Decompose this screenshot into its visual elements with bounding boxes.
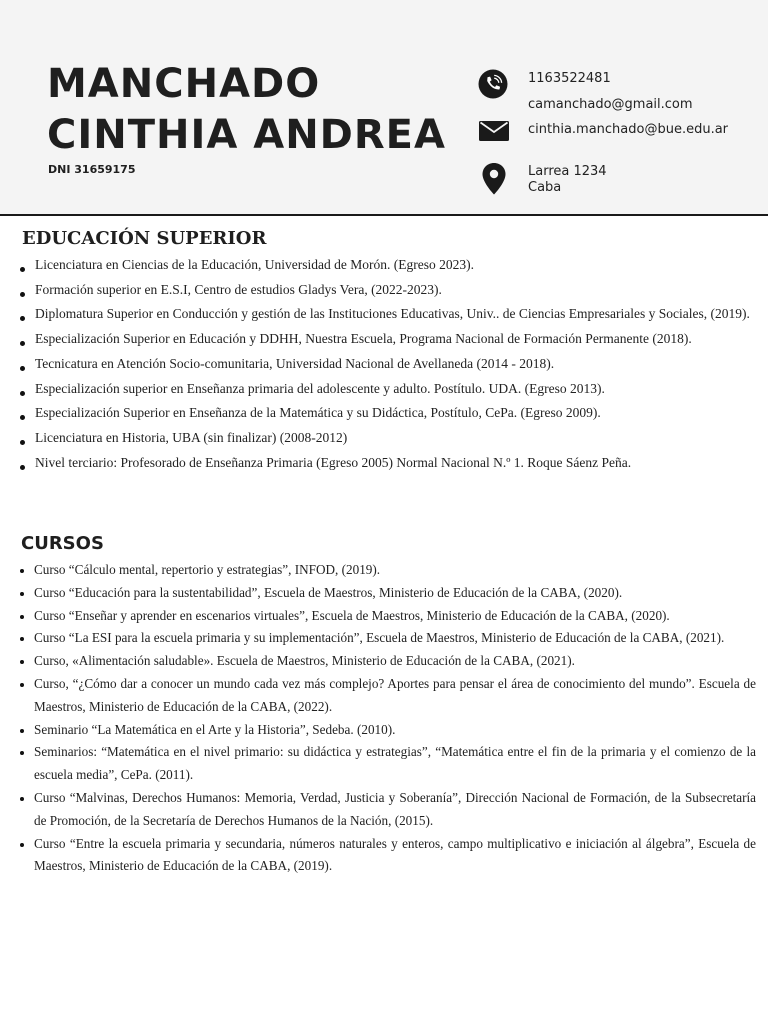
course-item: Seminario “La Matemática en el Arte y la Historia”, Sedeba. (2010). (18, 719, 756, 742)
phone-icon (478, 69, 508, 99)
course-item: Curso “La ESI para la escuela primaria y su implementación”, Escuela de Maestros, Ministerio de Educación de la CABA, (2021). (18, 627, 756, 650)
education-item: Formación superior en E.S.I, Centro de estudios Gladys Vera, (2022-2023). (18, 278, 755, 303)
education-item: Tecnicatura en Atención Socio-comunitaria, Universidad Nacional de Avellaneda (2014 - 2018). (18, 352, 755, 377)
address-line-2: Caba (528, 180, 562, 195)
education-item: Especialización superior en Enseñanza primaria del adolescente y adulto. Postítulo. UDA. (Egreso 2013). (18, 377, 755, 402)
phone-number: 1163522481 (528, 71, 611, 86)
course-item: Curso “Malvinas, Derechos Humanos: Memoria, Verdad, Justicia y Soberanía”, Dirección Nacional de Formación, de la Subsecretaría de Promoción, de la Secretaría de Derechos Humanos de la Nación, (2015). (18, 787, 756, 833)
location-pin-icon (482, 163, 506, 195)
education-section-title: EDUCACIÓN SUPERIOR (22, 228, 267, 249)
address-line-1: Larrea 1234 (528, 164, 607, 179)
course-item: Curso “Educación para la sustentabilidad”, Escuela de Maestros, Ministerio de Educación de la CABA, (2020). (18, 582, 756, 605)
education-list (18, 253, 755, 475)
mail-icon (479, 121, 509, 141)
email-personal[interactable]: camanchado@gmail.com (528, 97, 693, 112)
header-divider (0, 214, 768, 216)
course-item: Curso “Enseñar y aprender en escenarios virtuales”, Escuela de Maestros, Ministerio de Educación de la CABA, (2020). (18, 605, 756, 628)
course-item: Curso, «Alimentación saludable». Escuela de Maestros, Ministerio de Educación de la CABA, (2021). (18, 650, 756, 673)
given-names-heading: CINTHIA ANDREA (47, 112, 446, 158)
email-work[interactable]: cinthia.manchado@bue.edu.ar (528, 122, 729, 137)
education-item: Especialización Superior en Educación y DDHH, Nuestra Escuela, Programa Nacional de Formación Permanente (2018). (18, 327, 755, 352)
course-item: Curso, “¿Cómo dar a conocer un mundo cada vez más complejo? Aportes para pensar el área de conocimiento del mundo”. Escuela de Maestros, Ministerio de Educación de la CABA, (2022). (18, 673, 756, 719)
course-item: Seminarios: “Matemática en el nivel primario: su didáctica y estrategias”, “Matemática entre el fin de la primaria y el comienzo de la escuela media”, CePa. (2011). (18, 741, 756, 787)
surname-heading: MANCHADO (47, 61, 321, 107)
dni-label: DNI 31659175 (48, 163, 136, 176)
education-item: Nivel terciario: Profesorado de Enseñanza Primaria (Egreso 2005) Normal Nacional N.º 1. Roque Sáenz Peña. (18, 451, 755, 476)
course-item: Curso “Entre la escuela primaria y secundaria, números naturales y enteros, campo multiplicativo e iniciación al álgebra”, Escuela de Maestros, Ministerio de Educación de la CABA, (2019). (18, 833, 756, 879)
education-item: Licenciatura en Historia, UBA (sin finalizar) (2008-2012) (18, 426, 755, 451)
courses-section-title: CURSOS (21, 533, 104, 554)
education-item: Diplomatura Superior en Conducción y gestión de las Instituciones Educativas, Univ.. de Ciencias Empresariales y Sociales, (2019). (18, 302, 755, 327)
education-item: Licenciatura en Ciencias de la Educación, Universidad de Morón. (Egreso 2023). (18, 253, 755, 278)
courses-list (18, 559, 756, 878)
course-item: Curso “Cálculo mental, repertorio y estrategias”, INFOD, (2019). (18, 559, 756, 582)
education-item: Especialización Superior en Enseñanza de la Matemática y su Didáctica, Postítulo, CePa. (Egreso 2009). (18, 401, 755, 426)
